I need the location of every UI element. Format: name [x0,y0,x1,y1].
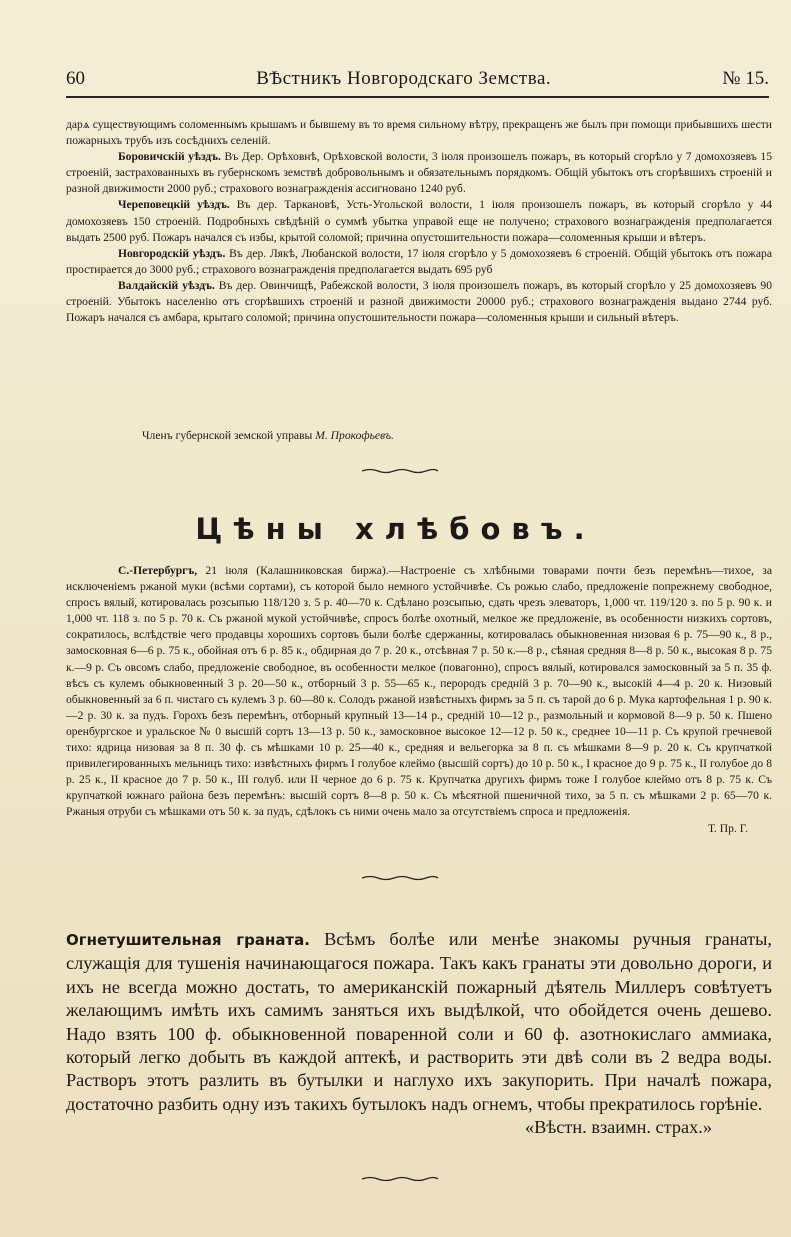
page-number: 60 [66,68,85,89]
grenade-heading: Огнетушительная граната. [66,931,310,949]
district-heading: Новгородскій уѣздъ. [118,246,226,260]
prices-text: 21 іюля (Калашниковская биржа).—Настроеніе съ хлѣбными товарами почти безъ перемѣнъ—тихое, за исключеніемъ ржаной муки (всѣми сортами), съ которой было немного устойчивѣе. Съ рожью слабо, предложеніе попрежнему свободное, спросъ вялый, котировалась розсыпью 118/120 з. 5 р. 40—70 к. Сдѣлано розсыпью, сдать чрезъ элеваторъ, 1,000 чт. 119/120 з. по 5 р. 90 к. и 1,000 чт. 118 з. по 5 р. 70 к. Съ ржаной мукой устойчивѣе, спросъ болѣе охотный, мелкое же предложеніе, въ особенности низкихъ сортовъ, сократилось, вслѣдствіе чего продавцы хорошихъ сортовъ были болѣе сдержанны, котировалась обыкновенная низовая 6 р. 75—90 к., 8 р., замосковная 6—6 р. 75 к., обойная отъ 6 р. 85 к., обдирная до 7 р. 20 к., отсѣвная 7 р. 50 к.—8 р., сѣяная средняя 8—8 р. 50 к., высокая 8 р. 75 к.—9 р. Съ овсомъ слабо, предложеніе свободное, въ особенности мелкое (повагонно), спросъ вялый, котировался замосковный за 5 п. 35 ф. вѣсъ съ кулемъ обыкновенный 3 р. 20—50 к., отборный 3 р. 55—65 к., перородъ средній 3 р. 70—90 к., высокій 4—4 р. 20 к. Низовый обыкновенный за 6 п. чистаго съ кулемъ 3 р. 60—80 к. Солодъ ржаной извѣстныхъ фирмъ за 5 п. съ тарой до 6 р. Мука картофельная 1 р. 90 к.—2 р. 30 к. за пудъ. Горохъ безъ перемѣнъ, отборный крупный 13—14 р., средній 10—12 р., размольный и кормовой 8—9 р. 50 к. Пшено оренбургское и уральское № 0 высшій сортъ 13—13 р. 50 к., замосковное высокое 12—12 р. 50 к., среднее 10—11 р. Съ крупой гречневой тихо: ядрица низовая за 8 п. 30 ф. съ мѣшками 10 р. 25—40 к., средняя и вельегорка за 8 п. съ мѣшками 8—9 р. 20 к. Съ крупчаткой привилегированныхъ мельницъ тихо: извѣстныхъ фирмъ I голубое клеймо (высшій сортъ) до 10 р. 50 к., I красное до 9 р. 75 к., II голубое до 8 р. 25 к., II красное до 7 р. 50 к., III голуб. или II черное до 6 р. 75 к. Крупчатка другихъ фирмъ тоже I голубое клеймо отъ 8 р. 75 к. Съ крупчаткой южнаго района безъ перемѣнъ: высшій сортъ 8—8 р. 50 к. Съ мѣсятной пшеничной тихо, за 5 п. съ мѣшками 2 р. 65—70 к. Ржаныя отруби съ мѣшками отъ 50 к. за пудъ, сдѣлокъ съ ними очень мало за отсутствіемъ спроса и предложенія. [66,564,772,819]
prices-paragraph [66,563,772,821]
ornament-divider [360,468,440,474]
district-heading: Валдайскій уѣздъ. [118,278,215,292]
news-paragraph [66,197,772,245]
ornament-divider [360,1176,440,1182]
signature-line [66,428,772,444]
section-title-grain-prices: Цѣны хлѣбовъ. [195,512,596,546]
news-text: Въ дер. Таркановѣ, Усть-Угольской волости, 1 іюля произошелъ пожаръ, въ который сгорѣло у 44 домохозяевъ 150 строеній. Подробныхъ свѣдѣній о суммѣ убытка управой еще не получено; страхового вознагражденія предполагается выдать 2500 руб. Пожаръ начался съ избы, крытой соломой; причина опустошительности пожара—соломенныя крыши и вѣтеръ. [66,198,772,244]
journal-title: ВѢстникъ Новгородскаго Земства. [256,68,552,89]
signature-role: Членъ губернской земской управы [142,429,313,442]
ornament-divider [360,875,440,881]
running-header [66,68,769,98]
fire-news-section [66,117,772,326]
news-text: Въ дер. Лякѣ, Любанской волости, 17 іюля сгорѣло у 5 домохозяевъ 6 строеній. Общій убытокъ отъ пожара простирается до 3000 руб.; страхового вознагражденія предполагается выдать 695 руб [66,246,772,276]
prices-author: Т. Пр. Г. [708,821,748,835]
grenade-source: «Вѣстн. взаимн. страх.» [525,1117,712,1138]
news-text: Въ Дер. Орѣховнѣ, Орѣховской волости, 3 іюля произошелъ пожаръ, въ который сгорѣло у 7 домохозяевъ 15 строеній, застрахованныхъ въ губернскомъ земствѣ добровольнымъ и обязательнымъ порядкомъ. Общій убытокъ отъ сгорѣвшихъ строеній и разной движимости 2000 руб.; страхового вознагражденія ассигновано 1240 руб. [66,150,773,196]
news-paragraph [66,278,772,326]
grenade-text: Всѣмъ болѣе или менѣе знакомы ручныя гранаты, служащія для тушенія начинающагося пожара. Такъ какъ гранаты эти довольно дороги, и ихъ не всегда можно достать, то американскій пожарный дѣятель Миллеръ совѣтуетъ желающимъ имѣть ихъ самимъ заняться ихъ выдѣлкой, что обойдется очень дешево. Надо взять 100 ф. обыкновенной поваренной соли и 60 ф. азотнокислаго аммиака, который легко добыть въ каждой аптекѣ, и растворить эти двѣ соли въ 2 ведра воды. Растворъ этотъ разлить въ бутылки и наглухо ихъ закупорить. При началѣ пожара, достаточно разбить одну изъ такихъ бутылокъ надъ огнемъ, чтобы прекратилось горѣніе. [66,929,772,1114]
prices-city-heading: С.-Петербургъ, [118,564,198,577]
news-paragraph: дарѧ существующимъ соломеннымъ крышамъ и бывшему въ то время сильному вѣтру, прекращенъ же былъ при помощи прибывшихъ шести пожарныхъ трубъ изъ сосѣднихъ селеній. [66,118,772,148]
district-heading: Череповецкій уѣздъ. [118,198,230,212]
district-heading: Боровичскій уѣздъ. [118,150,221,164]
signature-name: М. Прокофьевъ. [315,429,394,442]
news-paragraph [66,246,772,278]
news-text: Въ дер. Овинчищѣ, Рабежской волости, 3 іюля произошелъ пожаръ, въ который сгорѣло у 25 домохозяевъ 90 строеній. Убытокъ населенію отъ сгорѣвшихъ строеній и разной движимости 20000 руб.; страхового вознагражденія выдано 2744 руб. Пожаръ начался съ амбара, крытаго соломой; причина опустошительности пожара—соломенныя крыши и сильный вѣтеръ. [66,278,772,325]
grenade-article [66,928,772,1140]
grenade-paragraph [66,928,772,1116]
news-paragraph [66,149,772,197]
issue-number: № 15. [722,68,769,89]
grain-prices-section [66,563,772,837]
